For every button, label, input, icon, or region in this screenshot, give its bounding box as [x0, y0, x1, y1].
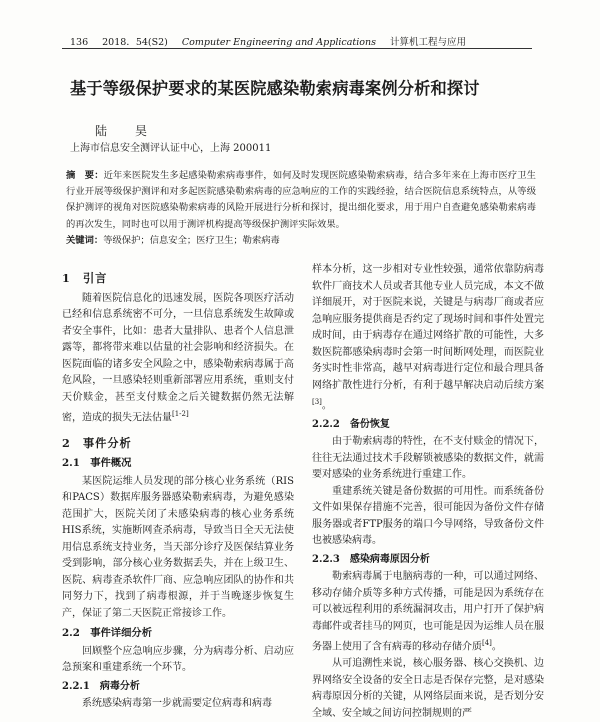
citation-1-2: [1-2] — [172, 410, 189, 418]
running-head — [70, 34, 510, 48]
header-rule — [62, 48, 532, 49]
section-2-2-3-heading: 2.2.3 感染病毒原因分析 — [312, 553, 430, 565]
section-2-2-1-heading: 2.2.1 病毒分析 — [62, 680, 140, 692]
abstract-block — [66, 168, 536, 249]
continued-paragraph: 样本分析，这一步相对专业性较强，通常依靠防病毒软件厂商技术人员或者其他专业人员完成，本文不做详细展开，对于医院来说，关键是与病毒厂商或者应急响应服务提供商是否约定了现场时间和事件处置完成时间，由于病毒存在通过网络扩散的可能性，大多数医院都感染病毒时会第一时间断网处理，而医院业务实时性非常高，越早对病毒进行定位和最合理具备网络扩散性进行分析，有利于越早解决启动后续方案[3]。 — [312, 264, 544, 412]
section-1-heading: 1 引言 — [62, 271, 108, 285]
citation-4: [4] — [482, 639, 492, 648]
right-column — [312, 262, 544, 722]
section-2-2-2-paragraph-2: 重建系统关键是备份数据的可用性。而系统备份文件如果保存措施不完善，很可能因为备份文件存储服务器或者FTP服务的端口今导网络，导致备份文件也被感染病毒。 — [312, 485, 544, 547]
journal-name-en: Computer Engineering and Applications — [181, 37, 376, 48]
section-2-2-2-heading: 2.2.2 备份恢复 — [312, 418, 390, 430]
section-2-2-1-paragraph: 系统感染病毒第一步就需要定位病毒和病毒 — [82, 698, 272, 710]
page-number: 136 — [70, 37, 89, 48]
abstract-label: 摘 要： — [66, 170, 104, 181]
section-2-2-heading: 2.2 事件详细分析 — [62, 627, 152, 640]
section-1-paragraph: 随着医院信息化的迅速发展，医院各项医疗活动已经和信息系统密不可分，一旦信息系统发生故障或者安全事件，比如：患者大量排队、患者个人信息泄露等，都将带来难以估量的社会影响和经济损失。在医院面临的诸多安全风险之中，感染勒索病毒属于高危风险，一旦感染轻则重新部署应用系统，重则支付天价赎金，甚至支付赎金之后关键数据仍然无法解密，造成的损失无法估量[1-2] — [62, 292, 294, 424]
section-2-heading: 2 事件分析 — [62, 435, 132, 450]
keywords — [66, 233, 536, 249]
author-name: 陆 昊 — [95, 124, 156, 138]
author-affiliation: 上海市信息安全测评认证中心，上海 200011 — [70, 143, 272, 154]
left-column — [62, 262, 294, 713]
keywords-text: 等级保护；信息安全；医疗卫生；勒索病毒 — [103, 234, 280, 246]
abstract — [66, 168, 536, 233]
keywords-label: 关键词： — [66, 234, 104, 246]
issue-info: 2018．54(S2) — [102, 37, 168, 48]
citation-3: [3] — [312, 398, 322, 406]
abstract-text: 近年来医院发生多起感染勒索病毒事件，如何及时发现医院感染勒索病毒，结合多年来在上海市医疗卫生行业开展等级保护测评和对多起医院感染勒索病毒的应急响应的工作的实践经验，结合医院信息系统特点，从等级保护测评的视角对医院感染勒索病毒的风险开展进行分析和探讨，提出细化要求，用于用户自查避免感染勒索病毒的再次发生，同时也可以用于测评机构提高等级保护测评实际效果。 — [66, 170, 536, 230]
journal-name-cn: 计算机工程与应用 — [389, 37, 466, 48]
section-2-1-paragraph: 某医院运维人员发现的部分核心业务系统（RIS和PACS）数据库服务器感染勒索病毒，为避免感染范围扩大，医院关闭了未感染病毒的核心业务系统HIS系统，实施断网查杀病毒，导致当日全天无法使用信息系统支持业务，当天部分诊疗及医保结算业务受到影响，部分核心业务数据丢失，并在上级卫生、医院、病毒查杀软件厂商、应急响应团队的协作和共同努力下，找到了病毒根源，并于当晚逐步恢复生产，保证了第二天医院正常接诊工作。 — [62, 475, 294, 619]
section-2-2-3-paragraph-2: 从可追溯性来说，核心服务器、核心交换机、边界网络安全设备的安全日志是否保存完整，是对感染病毒原因分析的关键，从网络层面来说，是否划分安全域、安全域之间访问控制规则的严 — [312, 658, 544, 719]
paper-title: 基于等级保护要求的某医院感染勒索病毒案例分析和探讨 — [70, 79, 480, 98]
section-2-2-2-paragraph-1: 由于勒索病毒的特性，在不支付赎金的情况下，往往无法通过技术手段解锁被感染的数据文件，就需要对感染的业务系统进行重建工作。 — [312, 436, 544, 481]
section-2-1-heading: 2.1 事件概况 — [62, 457, 132, 470]
section-2-2-3-paragraph-1: 勒索病毒属于电脑病毒的一种，可以通过网络、移动存储介质等多种方式传播，可能是因为系统存在可以被远程利用的系统漏洞攻击，用户打开了保护病毒邮件或者挂马的网页，也可能是因为运维人员在服务器上使用了含有病毒的移动存储介质[4]。 — [312, 571, 544, 653]
section-2-2-paragraph: 回顾整个应急响应步骤，分为病毒分析、启动应急预案和重建系统一个环节。 — [62, 645, 294, 674]
